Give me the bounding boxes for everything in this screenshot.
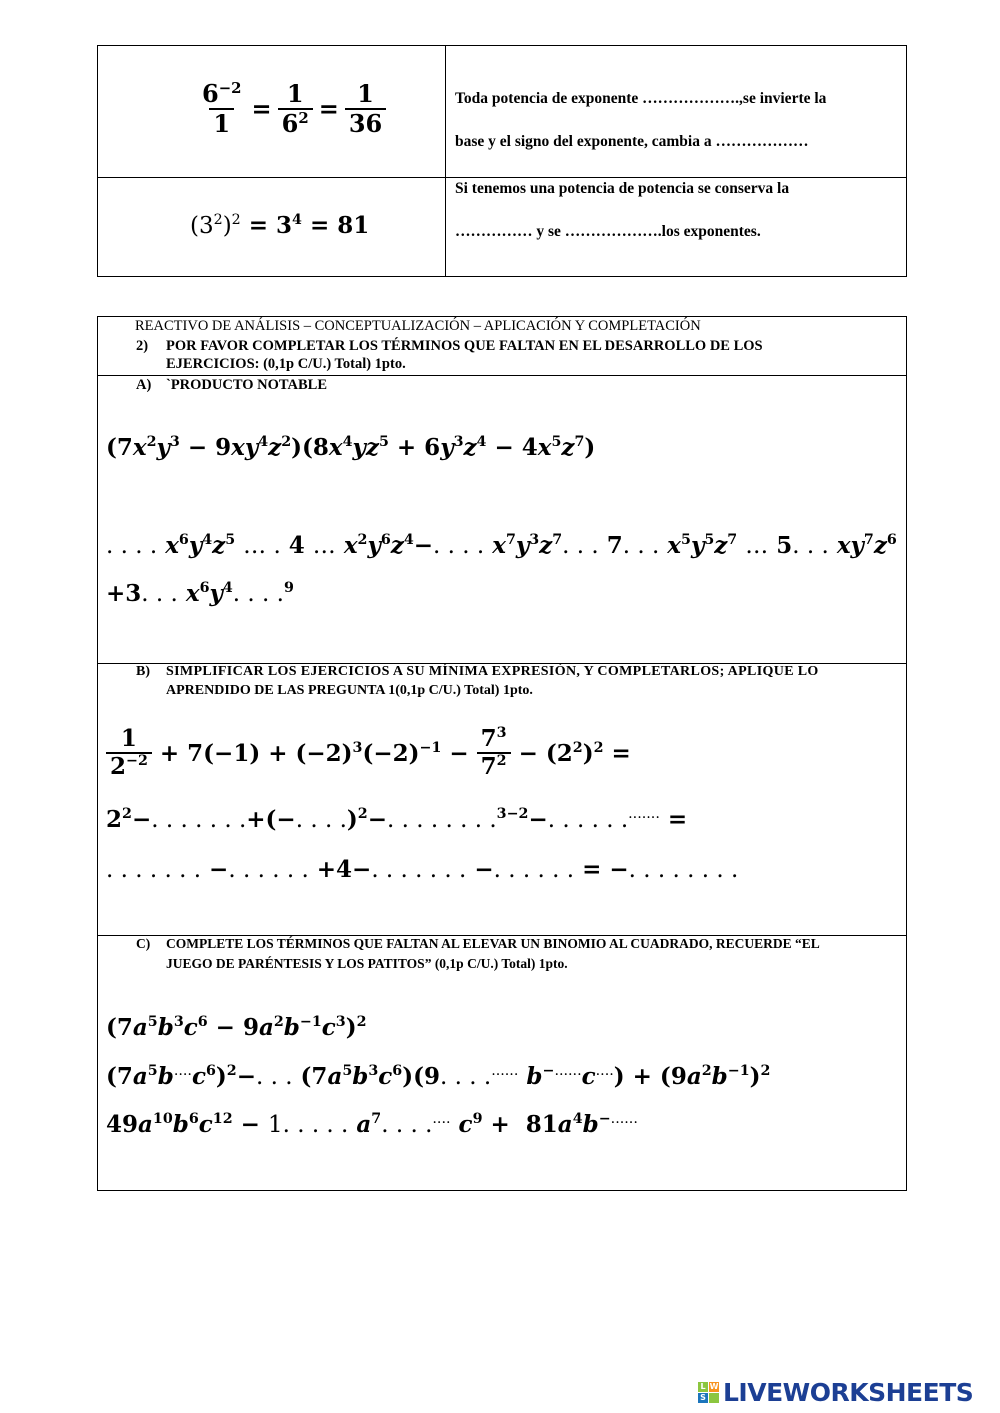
lws-logo-icon: L W S <box>698 1382 719 1403</box>
rules-table-divider <box>445 45 446 277</box>
product-expression: $(7x^2y^3 - 9xy^4z^2)(8x^4yz^5 + 6y^3z^4 - 4x^5z^7)$ <box>106 434 596 461</box>
simplify-step-1: $2^2-$. . . . . . .+(−. . . .)$^2$−. . . . . . . .$^{3-2}$−. . . . . ........ = <box>106 806 688 833</box>
question-number: 2) <box>136 338 149 354</box>
liveworksheets-logo[interactable] <box>698 1378 973 1407</box>
part-b-line2: APRENDIDO DE LAS PREGUNTA 1(0,1p C/U.) Total) 1pto. <box>166 683 533 698</box>
brand-name: LIVEWORKSHEETS <box>723 1378 974 1407</box>
binomial-step-2: $49a^{10}b^6c^{12} - 1$. . . . . $a^7$. . . ..... $c^9 + 81a^4b^{-......}$ <box>106 1111 638 1138</box>
binomial-step-1: $(7a^5b^{....}c^6)^2-$. . . $(7a^5b^3c^6)(9$. . . ....... $b^{-......}c^{....}) + (9a^2b^{-1})^2$ <box>106 1063 771 1090</box>
part-b-line1: SIMPLIFICAR LOS EJERCICIOS A SU MÍNIMA EXPRESIÓN, Y COMPLETARLOS; APLIQUE LO <box>166 664 819 679</box>
part-c-line2: JUEGO DE PARÉNTESIS Y LOS PATITOS” (0,1p C/U.) Total) 1pto. <box>166 956 568 971</box>
section-title: REACTIVO DE ANÁLISIS – CONCEPTUALIZACIÓN – APLICACIÓN Y COMPLETACIÓN <box>135 318 701 334</box>
part-c-label: C) <box>136 936 151 951</box>
fraction-7: $\frac{7^3}{7^2}$ <box>477 726 511 781</box>
fraction-a: $\frac{6^{-2}}{1}$ <box>202 78 242 138</box>
question-line1: POR FAVOR COMPLETAR LOS TÉRMINOS QUE FALTAN EN EL DESARROLLO DE LOS <box>166 338 763 354</box>
negative-exponent-example <box>198 80 386 137</box>
part-a-label: A) <box>136 377 152 393</box>
power-of-power-example: $(3^2)^2 = 3^4 = 81$ <box>190 212 370 239</box>
power-of-power-rule-line2: …………… y se ……………….los exponentes. <box>455 223 761 240</box>
negative-exponent-rule-line2: base y el signo del exponente, cambia a ……………… <box>455 133 809 150</box>
binomial-expression: $(7a^5b^3c^6 - 9a^2b^{-1}c^3)^2$ <box>106 1014 367 1041</box>
equals-sign: = <box>251 94 272 124</box>
divider-a <box>97 375 907 376</box>
simplify-step-2: . . . . . . . −. . . . . . +4−. . . . . . . −. . . . . . = −. . . . . . . . <box>106 856 739 883</box>
fraction-c: $\frac{1}{36}$ <box>345 80 386 137</box>
fraction-1-over-2: $\frac{1}{2^{-2}}$ <box>106 726 152 781</box>
part-c-line1: COMPLETE LOS TÉRMINOS QUE FALTAN AL ELEVAR UN BINOMIO AL CUADRADO, RECUERDE “EL <box>166 936 820 951</box>
simplify-expression: $\frac{1}{2^{-2}}$ + $7(-1) + (-2)^3(-2)^{-1}$ − $\frac{7^3}{7^2}$ − $(2^2)^2$ = <box>106 726 631 781</box>
fraction-b: $\frac{1}{6^2}$ <box>278 80 313 137</box>
part-a-title: `PRODUCTO NOTABLE <box>166 377 327 393</box>
equals-sign: = <box>318 94 339 124</box>
rules-table-row-divider <box>97 177 907 178</box>
part-b-label: B) <box>136 664 150 679</box>
question-line2: EJERCICIOS: (0,1p C/U.) Total) 1pto. <box>166 356 406 372</box>
product-answer-line1: . . . . $x^6y^4z^5$ … . 4 … $x^2y^6z^4-$. . . . $x^7y^3z^7$. . . 7. . . $x^5y^5z^7$ … 5. . . $xy^7z^6$ <box>106 532 897 559</box>
product-answer-line2: +3. . . $x^6y^4$. . . .$^9$ <box>106 580 294 607</box>
negative-exponent-rule-line1: Toda potencia de exponente ……………….,se invierte la <box>455 90 827 107</box>
power-of-power-rule-line1: Si tenemos una potencia de potencia se conserva la <box>455 180 790 197</box>
